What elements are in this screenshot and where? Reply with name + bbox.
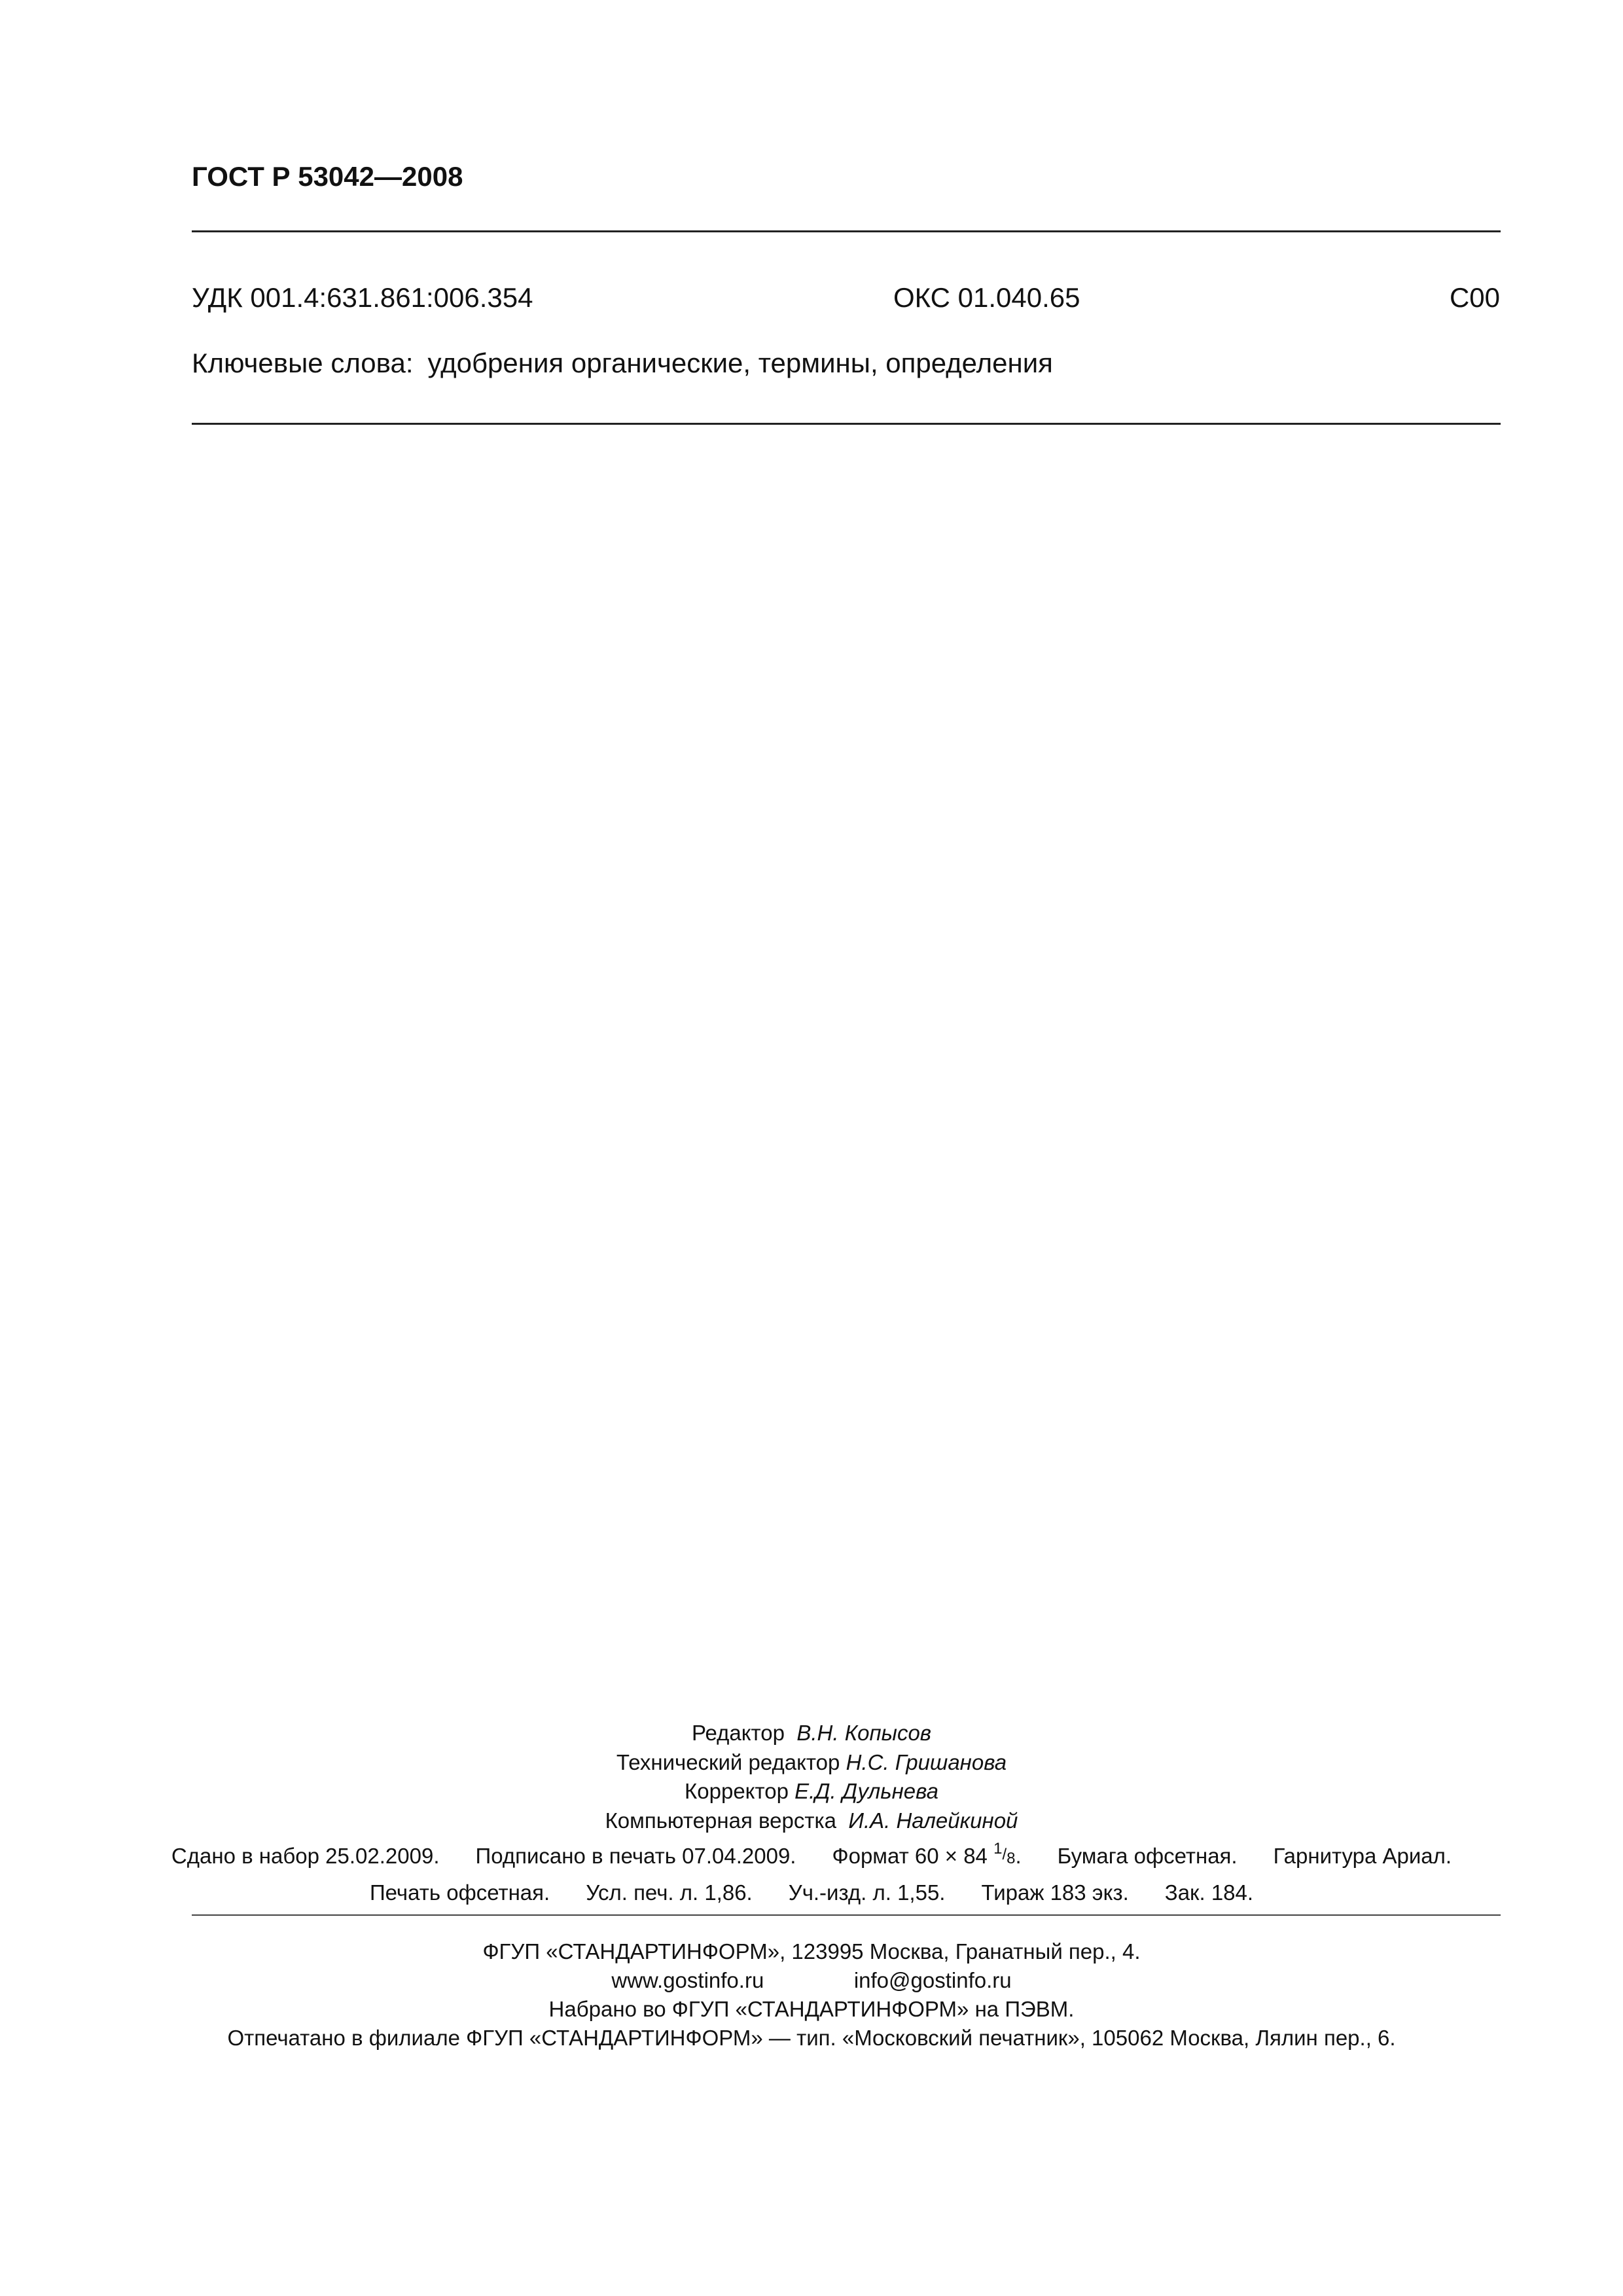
credit-role: Корректор [685, 1779, 789, 1803]
keywords-label: Ключевые слова: [192, 348, 414, 378]
conventional-sheets: Усл. печ. л. 1,86. [586, 1880, 753, 1905]
format-numerator: 1 [993, 1839, 1003, 1857]
credit-role: Редактор [691, 1721, 785, 1745]
format-label: Формат 60 × 84 [832, 1844, 988, 1868]
keywords-rule [192, 423, 1501, 425]
credit-editor [0, 1719, 1623, 1748]
document-title: ГОСТ Р 53042—2008 [192, 161, 463, 192]
imprint-rule [192, 1914, 1501, 1916]
contact-line [0, 1966, 1623, 1995]
credit-name: Е.Д. Дульнева [794, 1779, 938, 1803]
credit-name: В.Н. Копысов [796, 1721, 932, 1745]
udk-code: УДК 001.4:631.861:006.354 [192, 282, 533, 313]
keywords-line [192, 344, 1053, 383]
credit-proofreader [0, 1777, 1623, 1806]
printed-note: Отпечатано в филиале ФГУП «СТАНДАРТИНФОРМ» — тип. «Московский печатник», 105062 Москва, Лялин пер., 6. [227, 2026, 1396, 2050]
credit-layout [0, 1806, 1623, 1836]
credit-name: Н.С. Гришанова [846, 1749, 1007, 1774]
submitted-date: Сдано в набор 25.02.2009. [171, 1844, 440, 1868]
credit-name: И.А. Налейкиной [848, 1808, 1018, 1833]
publisher-sheets: Уч.-изд. л. 1,55. [788, 1880, 946, 1905]
publisher-address: ФГУП «СТАНДАРТИНФОРМ», 123995 Москва, Гранатный пер., 4. [482, 1939, 1141, 1964]
typeface: Гарнитура Ариал. [1273, 1844, 1452, 1868]
printing-line-2 [0, 1874, 1623, 1911]
format-fraction: $^1/_8$ [993, 1839, 1016, 1867]
website-link[interactable]: www.gostinfo.ru [611, 1968, 764, 1992]
header-rule [192, 230, 1501, 232]
credits-block [0, 1719, 1623, 1835]
credit-tech-editor [0, 1748, 1623, 1778]
credit-role: Компьютерная верстка [605, 1808, 836, 1833]
imprint-block [0, 1937, 1623, 2053]
category-code: С00 [1449, 282, 1500, 313]
print-method: Печать офсетная. [369, 1880, 550, 1905]
signed-date: Подписано в печать 07.04.2009. [475, 1844, 796, 1868]
print-run: Тираж 183 экз. [981, 1880, 1129, 1905]
credit-role: Технический редактор [616, 1749, 840, 1774]
printing-line-1 [0, 1838, 1623, 1874]
oks-code: ОКС 01.040.65 [893, 282, 1080, 313]
typeset-note: Набрано во ФГУП «СТАНДАРТИНФОРМ» на ПЭВМ. [548, 1997, 1075, 2021]
format-denominator: 8 [1007, 1849, 1016, 1867]
order-number: Зак. 184. [1164, 1880, 1254, 1905]
email-link[interactable]: info@gostinfo.ru [853, 1968, 1012, 1992]
paper-type: Бумага офсетная. [1057, 1844, 1238, 1868]
format-info: Формат 60 × 84 $^1/_8$. [832, 1839, 1022, 1868]
keywords-value: удобрения органические, термины, определения [427, 348, 1053, 378]
